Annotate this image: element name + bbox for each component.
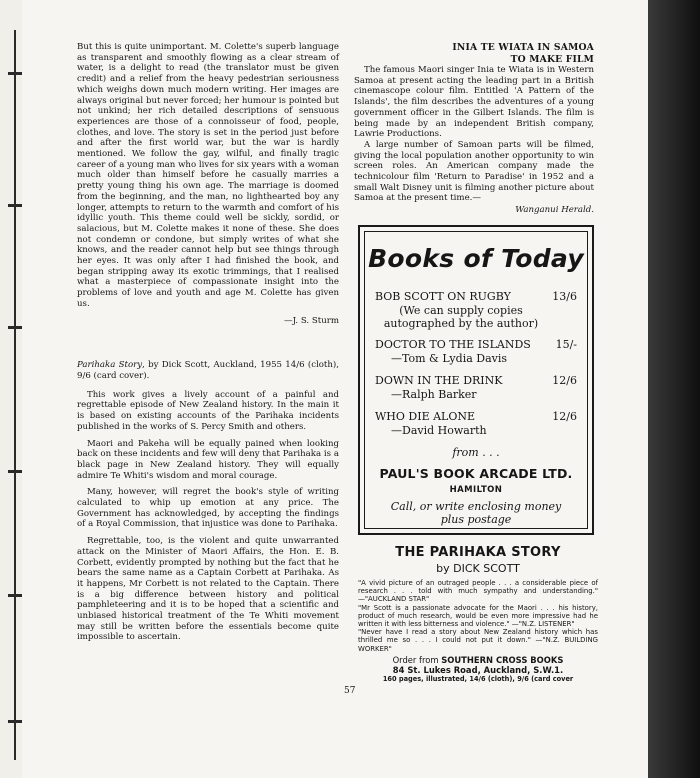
left-column — [77, 42, 339, 649]
book-review-heading — [77, 360, 339, 381]
news-heading — [354, 42, 594, 65]
binding-stitch — [8, 720, 22, 723]
news-heading-line: TO MAKE FILM — [510, 53, 594, 65]
book-title: DOWN IN THE DRINK — [375, 374, 503, 387]
binding-stitch — [8, 594, 22, 597]
advert-story-byline: by DICK SCOTT — [436, 562, 520, 575]
book-price: 12/6 — [552, 374, 577, 387]
advert-book-entry — [375, 338, 577, 365]
magazine-page — [22, 0, 648, 778]
book-details: , by Dick Scott, Auckland, 1955 14/6 (cloth), 9/6 (card cover). — [77, 360, 339, 381]
book-price-details: 160 pages, illustrated, 14/6 (cloth), 9/6 (card cover — [382, 674, 574, 683]
binding-stitch — [8, 470, 22, 473]
advert-shop-city: HAMILTON — [449, 485, 503, 495]
binding-stitch — [8, 204, 22, 207]
book-title: DOCTOR TO THE ISLANDS — [375, 338, 531, 351]
book-author: —Ralph Barker — [391, 387, 477, 401]
book-price: 15/- — [555, 338, 577, 351]
advert-call-text — [365, 500, 587, 526]
press-quote: "Mr Scott is a passionate advocate for the Maori . . . his history, product of much research, would be even more impressive had he written it with less bitterness and violence." —"N.Z. LISTENER" — [358, 603, 598, 629]
order-prefix: Order from — [392, 654, 439, 665]
advert-quotes — [358, 579, 598, 653]
advert-title: Books of Today — [368, 244, 584, 273]
advert-call-line: Call, or write enclosing money — [390, 500, 562, 513]
binding-thread — [14, 30, 16, 760]
page-number: 57 — [344, 686, 356, 696]
review-signature: —J. S. Sturm — [283, 315, 339, 326]
advert-book-entry — [375, 374, 577, 401]
advert-book-entry — [375, 290, 577, 331]
advert-call-line: plus postage — [440, 513, 512, 526]
review-paragraph: But this is quite unimportant. M. Colette's superb language as transparent and smoothly flowing as a clear stream of water, is a delight to read (the translator must be given credit) and a relief from the heavy pedestrian seriousness which weighs down much modern writing. Her images are always original but never forced; her humour is pointed but not unkind; her rich detailed descriptions of sensuous experiences are those of a connoisseur of food, people, clothes, and love. The story is set in the period just before and after the first world war, but the war is hardly mentioned. We follow the gay, wilful, and finally tragic career of a young man who lives for six years with a woman much older than himself before he casually marries a pretty young thing his own age. The marriage is doomed from the beginning, and the man, no lighthearted boy any longer, attempts to return to the warmth and comfort of his idyllic youth. This theme could well be sickly, sordid, or salacious, but M. Colette makes it none of these. She does not condemn or condone, but simply writes of what she knows, and the reader cannot help but see things through her eyes. It was only after I had finished the book, and began stripping away its exotic trimmings, that I realised what a masterpiece of compassionate insight into the problems of love and youth and age M. Colette has given us. — [77, 42, 339, 309]
book-title: BOB SCOTT ON RUGBY — [375, 290, 511, 303]
news-heading-line: INIA TE WIATA IN SAMOA — [452, 42, 594, 53]
advert-shop-name: PAUL'S BOOK ARCADE LTD. — [379, 466, 573, 481]
book-note: (We can supply copies — [399, 303, 523, 317]
book-row — [375, 290, 577, 304]
review-paragraph: Regrettable, too, is the violent and quite unwarranted attack on the Minister of Maori Affairs, the Hon. E. B. Corbett, evidently prompted by nothing but the fact that he bears the same name as a Captain Corbett at Parihaka. As it happens, Mr Corbett is not related to the Captain. There is a big difference between history and political pamphleteering and it is to be hoped that a scientific and unbiased historical treatment of the Te Whiti movement may still be written before the essentials become quite impossible to ascertain. — [77, 536, 339, 643]
publisher-address: 84 St. Lukes Road, Auckland, S.W.1. — [392, 664, 564, 675]
book-price: 12/6 — [552, 410, 577, 423]
page-edge-shadow — [648, 0, 700, 778]
binding-stitch — [8, 326, 22, 329]
binding-strip — [0, 0, 22, 778]
advert-from: from . . . — [452, 446, 500, 459]
book-title: WHO DIE ALONE — [375, 410, 476, 423]
book-row — [375, 410, 577, 424]
book-row — [375, 338, 577, 352]
advert-inner-frame — [364, 231, 588, 529]
right-column — [354, 42, 594, 216]
book-row — [375, 374, 577, 388]
parihaka-story-advert — [358, 545, 598, 683]
book-author: —Tom & Lydia Davis — [391, 351, 508, 365]
review-paragraph: Maori and Pakeha will be equally pained when looking back on these incidents and few will deny that Parihaka is a black page in New Zealand history. They will equally admire Te Whiti's wisdom and moral courage. — [77, 438, 339, 481]
news-paragraph: A large number of Samoan parts will be filmed, giving the local population another opportunity to win screen roles. An American company made the technicolour film 'Return to Paradise' in 1952 and a small Walt Disney unit is filming another picture about Samoa at the present time.— — [354, 139, 594, 204]
binding-stitch — [8, 72, 22, 75]
review-paragraph: Many, however, will regret the book's style of writing calculated to whip up emotion at any price. The Government has acknowledged, by accepting the findings of a Royal Commission, that injustice was done to Parihaka. — [77, 487, 339, 530]
news-paragraph: The famous Maori singer Inia te Wiata is in Western Samoa at present acting the leading part in a British cinemascope colour film. Entitled 'A Pattern of the Islands', the film describes the adventures of a young government officer in the Gilbert Islands. The film is being made by an independent British company, Lawrie Productions. — [354, 65, 594, 140]
advert-book-entry — [375, 410, 577, 437]
book-title: Parihaka Story — [77, 360, 143, 371]
news-credit: Wanganui Herald. — [515, 205, 594, 216]
book-note: autographed by the author) — [383, 317, 539, 330]
review-paragraph: This work gives a lively account of a painful and regrettable episode of New Zealand history. In the main it is based on existing accounts of the Parihaka incidents published in the works of S. Percy Smith and others. — [77, 389, 339, 432]
order-publisher: SOUTHERN CROSS BOOKS — [441, 654, 564, 665]
book-price: 13/6 — [552, 290, 577, 303]
book-author: —David Howarth — [391, 423, 487, 437]
books-of-today-advert — [358, 225, 594, 535]
advert-story-title: THE PARIHAKA STORY — [395, 545, 561, 560]
press-quote: "A vivid picture of an outraged people . . . a considerable piece of research . . . told with much sympathy and understanding." —"AUCKLAND STAR" — [358, 579, 598, 604]
order-line — [358, 655, 598, 665]
press-quote: "Never have I read a story about New Zealand history which has thrilled me so . . . I could not put it down." —"N.Z. BUILDING WORKER" — [358, 628, 598, 653]
